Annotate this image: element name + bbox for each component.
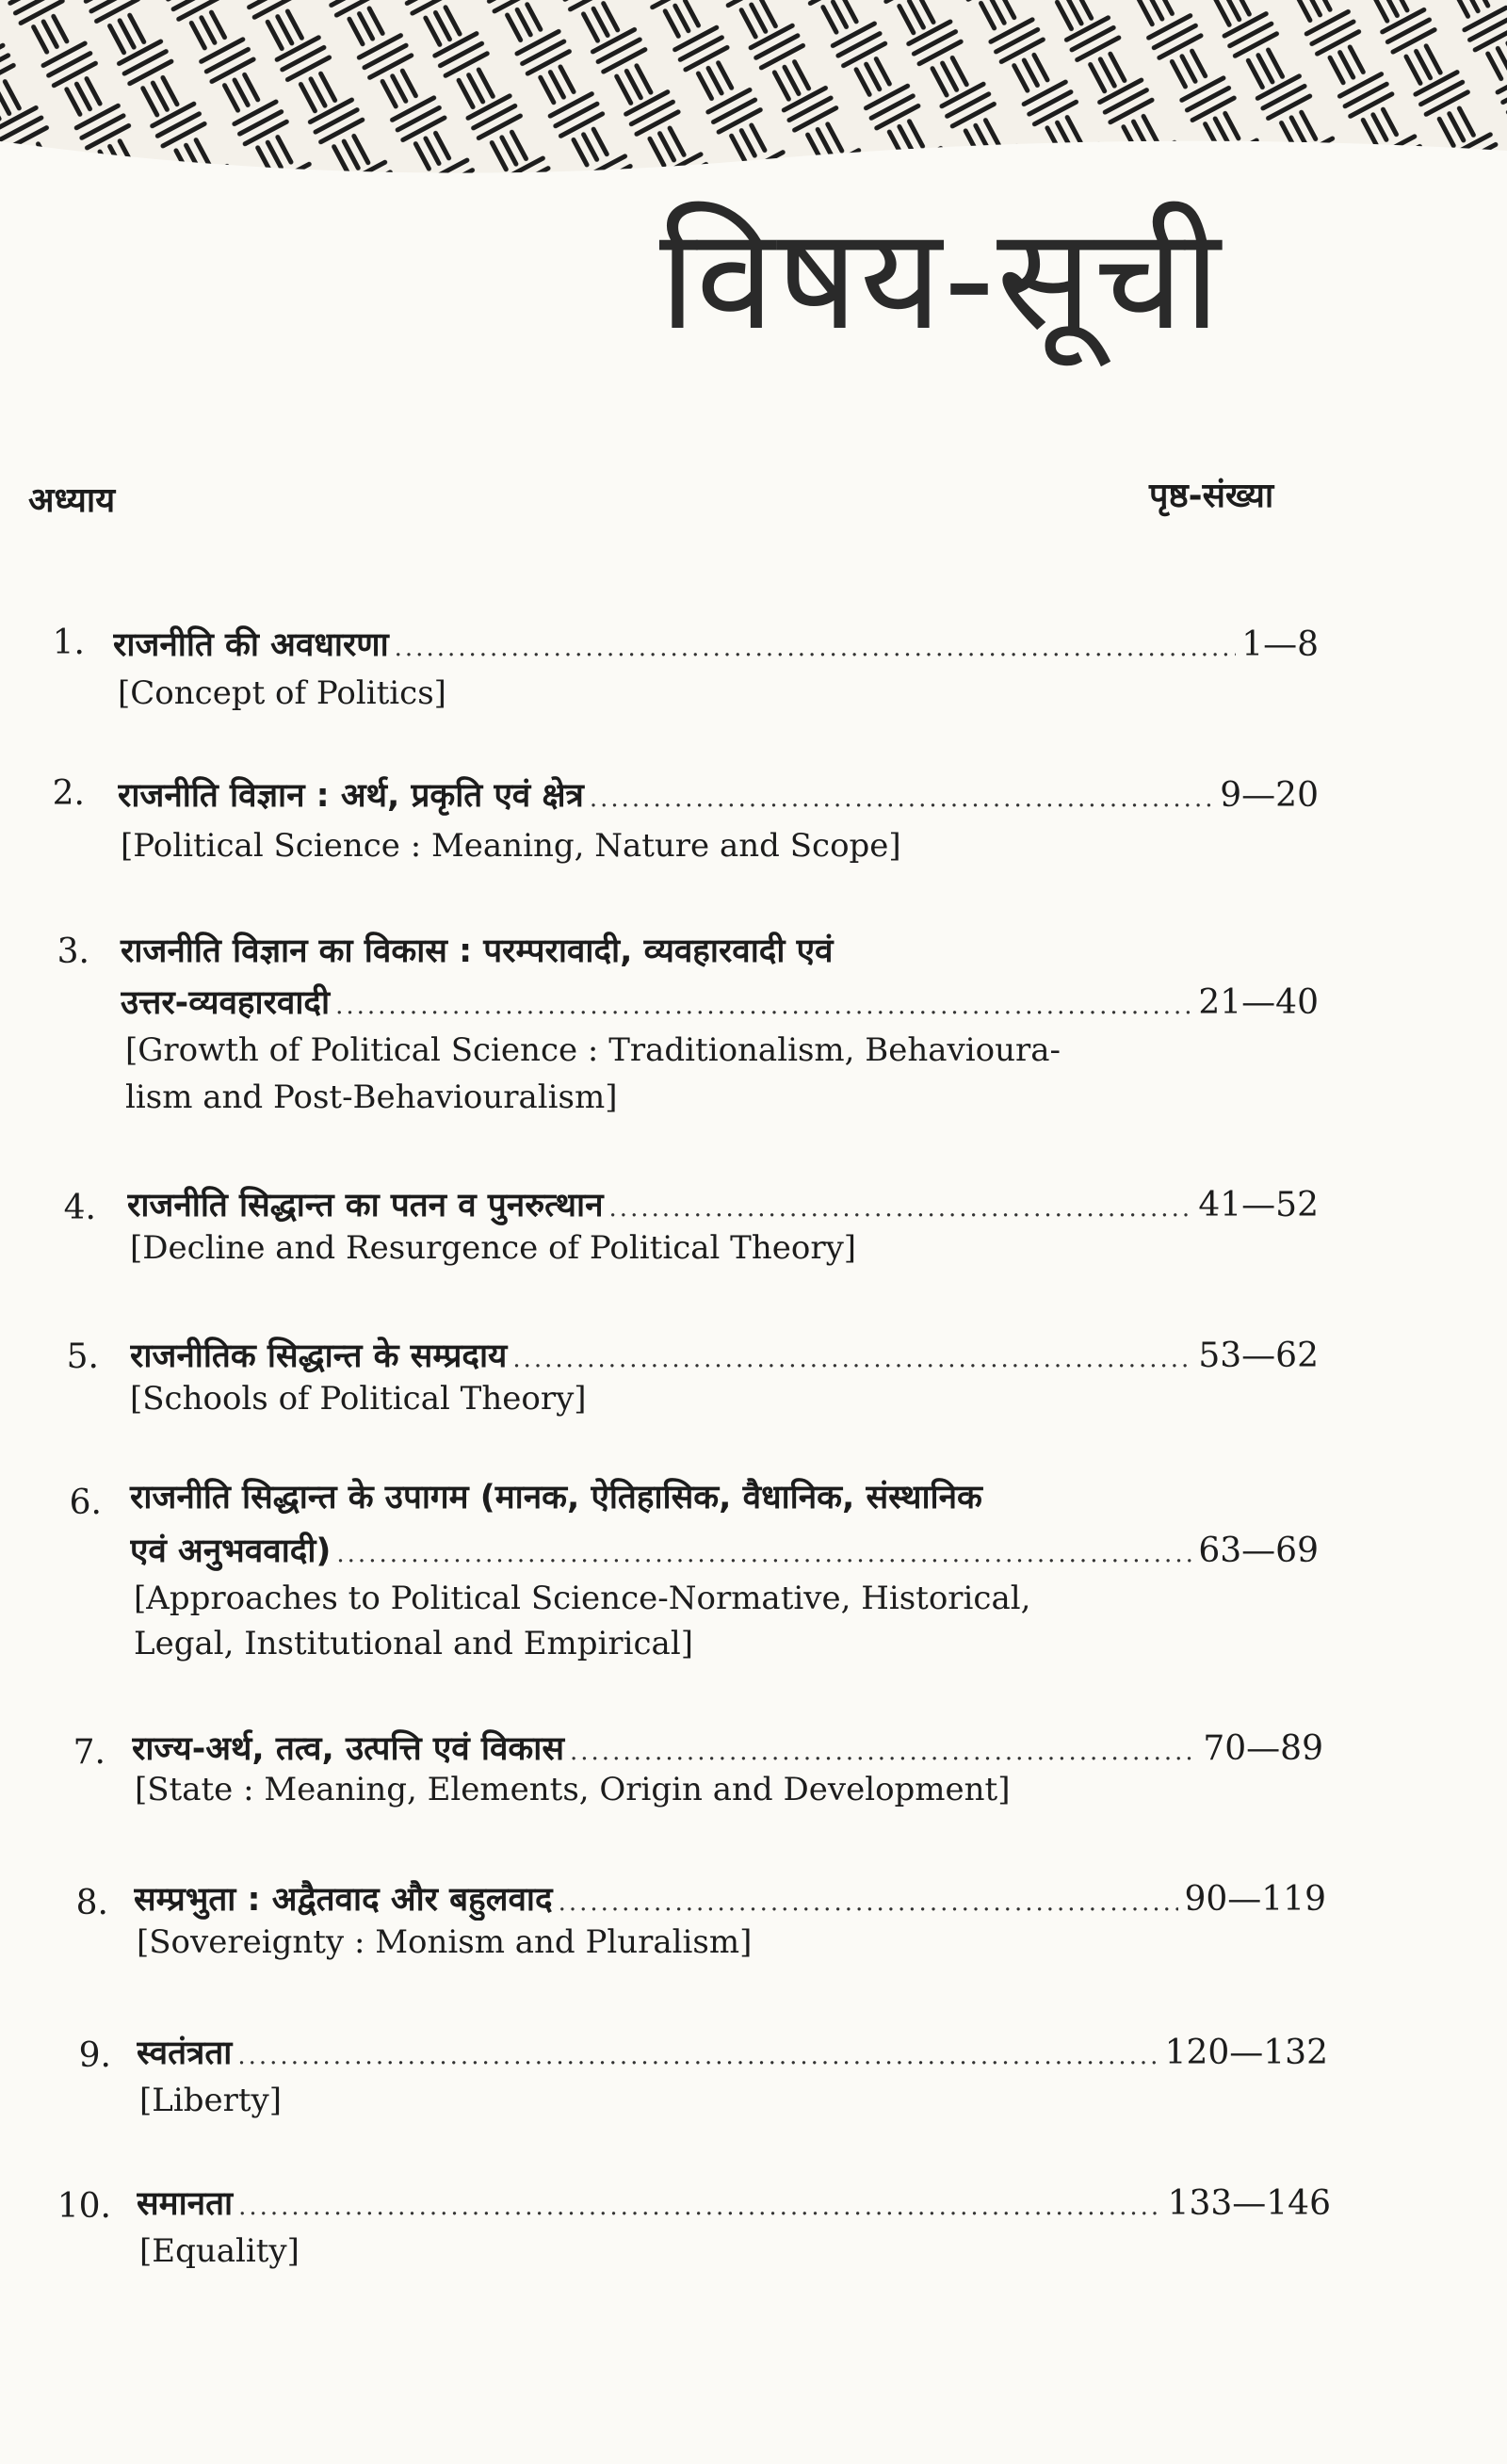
entry-title-line xyxy=(134,1876,1326,1921)
entry-english-title: [Concept of Politics] xyxy=(118,674,446,712)
entry-number: 2. xyxy=(52,774,85,813)
entry-number: 4. xyxy=(63,1189,96,1227)
entry-english-title: [Liberty] xyxy=(139,2082,282,2119)
entry-hindi-title: राजनीति की अवधारणा xyxy=(113,626,389,664)
entry-title-line xyxy=(137,2180,1331,2225)
leader-dots xyxy=(570,1738,1197,1766)
entry-english-title: [Sovereignty : Monism and Pluralism] xyxy=(137,1923,753,1961)
entry-english-title-continued: lism and Post-Behaviouralism] xyxy=(125,1078,618,1116)
column-header-chapter: अध्याय xyxy=(28,481,116,520)
entry-pages: 133—146 xyxy=(1167,2184,1331,2223)
entry-pages: 90—119 xyxy=(1184,1880,1326,1919)
entry-hindi-title: राजनीति विज्ञान : अर्थ, प्रकृति एवं क्षेत्र xyxy=(118,777,584,815)
entry-pages: 9—20 xyxy=(1220,776,1319,815)
entry-pages: 41—52 xyxy=(1198,1186,1319,1224)
page-title: विषय-सूची xyxy=(659,198,1223,362)
entry-pages: 53—62 xyxy=(1198,1337,1319,1375)
entry-hindi-title-continued: उत्तर-व्यवहारवादी xyxy=(121,984,331,1022)
entry-title-line xyxy=(130,1528,1319,1572)
entry-number: 7. xyxy=(73,1733,105,1772)
entry-hindi-title: राज्य-अर्थ, तत्व, उत्पत्ति एवं विकास xyxy=(132,1730,565,1768)
entry-english-title: [Decline and Resurgence of Political Theory] xyxy=(130,1229,857,1267)
hatch-pattern-graphic xyxy=(0,0,1507,179)
leader-dots xyxy=(395,634,1237,662)
entry-english-title: [Political Science : Meaning, Nature and Scope] xyxy=(121,827,901,865)
entry-hindi-title: राजनीतिक सिद्धान्त के सम्प्रदाय xyxy=(130,1337,508,1375)
entry-number: 6. xyxy=(69,1483,102,1522)
entry-english-title: [Equality] xyxy=(139,2232,300,2270)
entry-number: 8. xyxy=(75,1884,108,1922)
entry-number: 5. xyxy=(66,1337,99,1376)
entry-number: 9. xyxy=(78,2036,111,2075)
entry-hindi-title: समानता xyxy=(137,2185,234,2223)
entry-english-title: [Schools of Political Theory] xyxy=(130,1380,587,1418)
entry-hindi-title: सम्प्रभुता : अद्वैतवाद और बहुलवाद xyxy=(134,1881,553,1919)
column-header-page-number: पृष्ठ-संख्या xyxy=(1149,477,1274,515)
entry-pages: 63—69 xyxy=(1198,1532,1319,1570)
leader-dots xyxy=(512,1345,1192,1373)
entry-pages: 21—40 xyxy=(1198,983,1319,1022)
entry-english-title: [State : Meaning, Elements, Origin and Development] xyxy=(135,1771,1011,1808)
leader-dots xyxy=(559,1889,1179,1917)
entry-hindi-title-continued: एवं अनुभववादी) xyxy=(130,1532,332,1570)
entry-number: 1. xyxy=(52,624,85,662)
entry-number: 10. xyxy=(57,2187,111,2226)
entry-pages: 70—89 xyxy=(1203,1729,1323,1768)
entry-hindi-title: स्वतंत्रता xyxy=(137,2034,233,2072)
entry-title-line xyxy=(132,1726,1323,1770)
leader-dots xyxy=(336,1540,1192,1568)
leader-dots xyxy=(590,785,1214,813)
entry-english-title: [Growth of Political Science : Traditionalism, Behavioura- xyxy=(125,1031,1061,1069)
entry-number: 3. xyxy=(57,932,89,971)
entry-pages: 120—132 xyxy=(1164,2034,1328,2072)
entry-hindi-title: राजनीति विज्ञान का विकास : परम्परावादी, व्यवहारवादी एवं xyxy=(121,932,834,970)
entry-english-title-continued: Legal, Institutional and Empirical] xyxy=(134,1625,693,1662)
entry-title-line xyxy=(137,2030,1328,2074)
decorative-header-pattern xyxy=(0,0,1507,179)
leader-dots xyxy=(609,1194,1193,1223)
leader-dots xyxy=(237,2042,1159,2070)
entry-english-title: [Approaches to Political Science-Normative, Historical, xyxy=(134,1580,1031,1617)
entry-title-line xyxy=(113,622,1319,666)
entry-pages: 1—8 xyxy=(1241,625,1319,664)
entry-title-line xyxy=(118,772,1319,817)
leader-dots xyxy=(238,2193,1161,2221)
leader-dots xyxy=(335,992,1192,1020)
entry-title-line xyxy=(130,1333,1319,1377)
entry-title-line xyxy=(127,1182,1319,1226)
entry-hindi-title: राजनीति सिद्धान्त का पतन व पुनरुत्थान xyxy=(127,1187,604,1224)
entry-title-line xyxy=(121,980,1319,1024)
entry-hindi-title: राजनीति सिद्धान्त के उपागम (मानक, ऐतिहासिक, वैधानिक, संस्थानिक xyxy=(130,1479,982,1516)
